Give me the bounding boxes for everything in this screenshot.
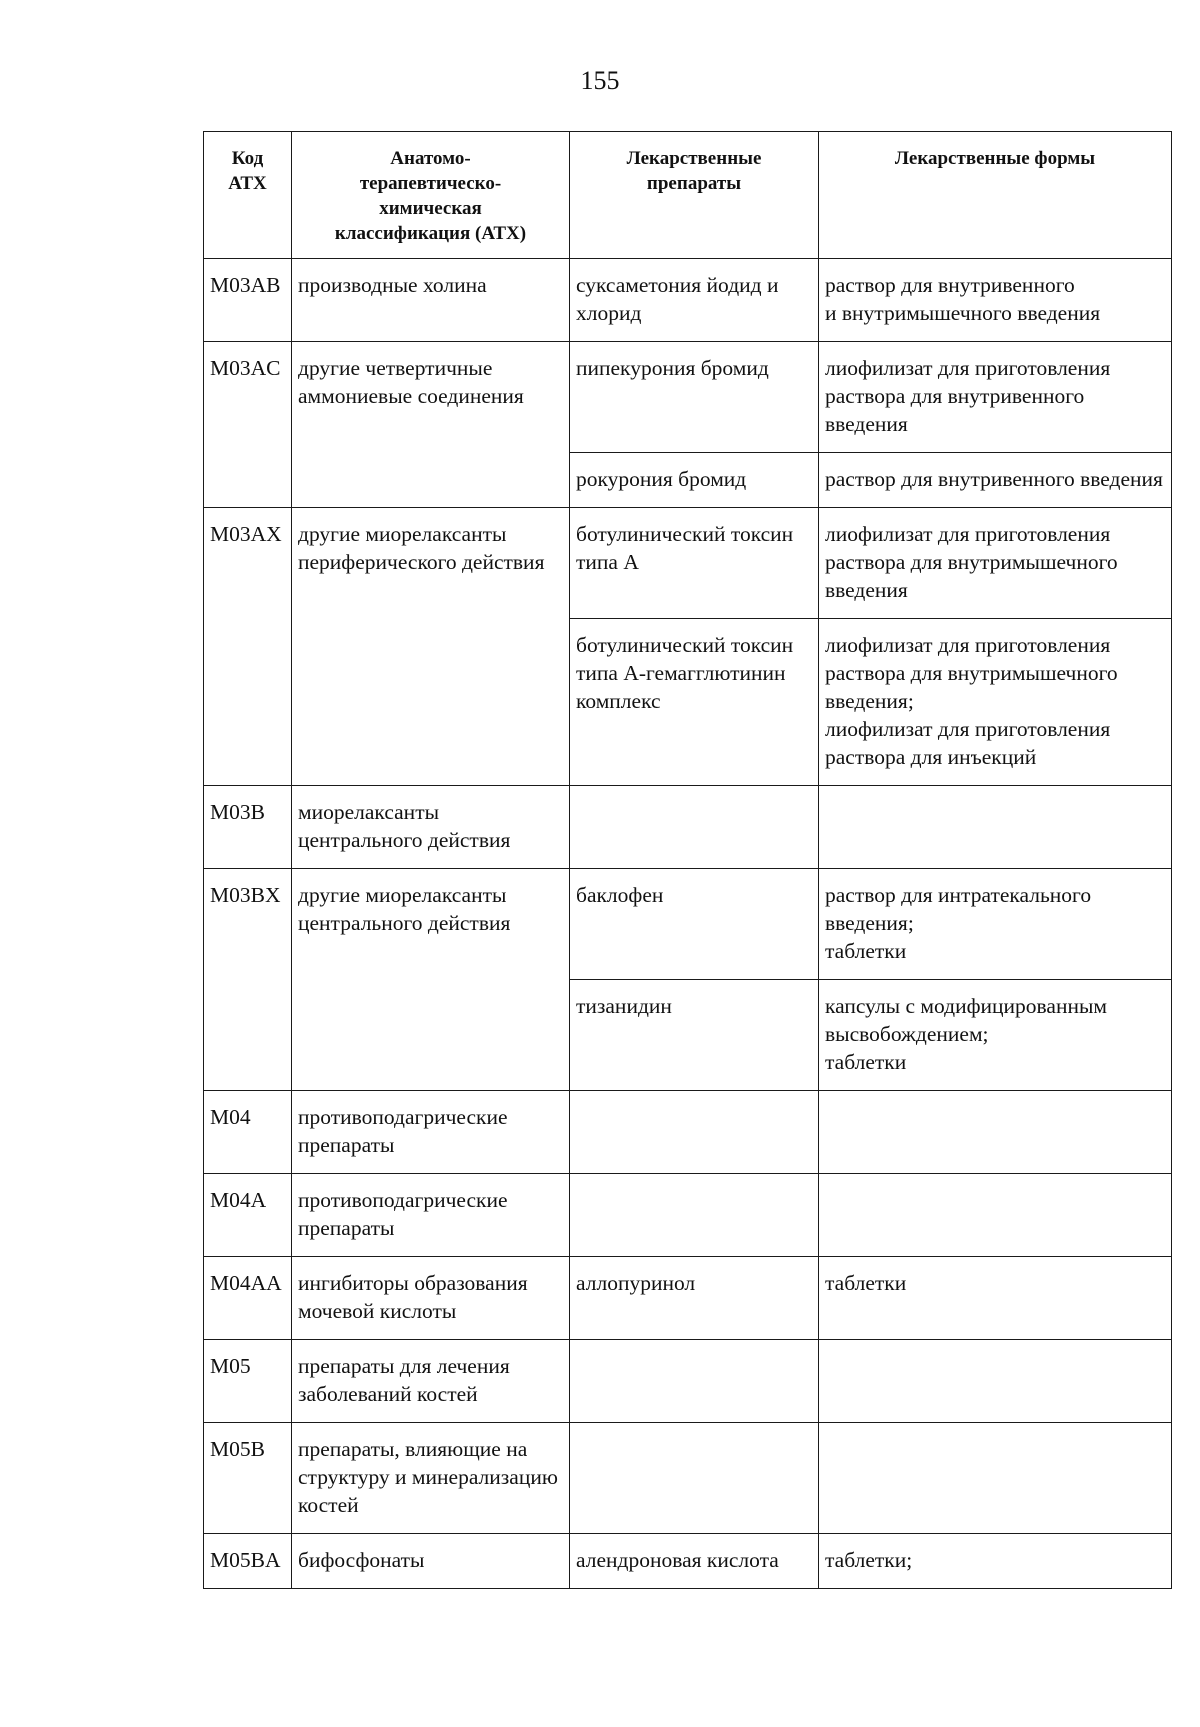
drug-cell <box>570 1091 819 1174</box>
atx-code-cell: M05BA <box>204 1534 292 1589</box>
atx-code-cell: M04 <box>204 1091 292 1174</box>
table-row <box>204 342 1172 453</box>
atx-classification-cell: производные холина <box>292 259 570 342</box>
atx-code-cell: M03AX <box>204 508 292 786</box>
dosage-forms-cell: раствор для интратекального введения; таблетки <box>819 869 1172 980</box>
drug-cell: суксаметония йодид и хлорид <box>570 259 819 342</box>
drug-cell <box>570 1423 819 1534</box>
header-code: Код АТХ <box>204 132 292 259</box>
atx-classification-cell: другие миорелаксанты периферического действия <box>292 508 570 786</box>
drug-cell: ботулинический токсин типа A-гемагглютинин комплекс <box>570 619 819 786</box>
table-row <box>204 259 1172 342</box>
table-header-row <box>204 132 1172 259</box>
atx-classification-cell: бифосфонаты <box>292 1534 570 1589</box>
drug-cell: тизанидин <box>570 980 819 1091</box>
atx-table <box>203 131 1172 1589</box>
dosage-forms-cell: лиофилизат для приготовления раствора для внутримышечного введения; лиофилизат для приготовления раствора для инъекций <box>819 619 1172 786</box>
drug-cell <box>570 786 819 869</box>
atx-code-cell: M03AC <box>204 342 292 508</box>
dosage-forms-cell <box>819 1340 1172 1423</box>
header-drugs: Лекарственные препараты <box>570 132 819 259</box>
dosage-forms-cell: раствор для внутривенного и внутримышечного введения <box>819 259 1172 342</box>
atx-code-cell: M05B <box>204 1423 292 1534</box>
table-row <box>204 1423 1172 1534</box>
dosage-forms-cell: лиофилизат для приготовления раствора для внутримышечного введения <box>819 508 1172 619</box>
dosage-forms-cell: таблетки <box>819 1257 1172 1340</box>
dosage-forms-cell <box>819 786 1172 869</box>
drug-cell: ботулинический токсин типа A <box>570 508 819 619</box>
atx-code-cell: M05 <box>204 1340 292 1423</box>
atx-code-cell: M03AB <box>204 259 292 342</box>
table-row <box>204 1534 1172 1589</box>
dosage-forms-cell: таблетки; <box>819 1534 1172 1589</box>
page-number: 155 <box>580 66 620 95</box>
table-row <box>204 1174 1172 1257</box>
table-body <box>204 259 1172 1589</box>
atx-classification-cell: противоподагрические препараты <box>292 1174 570 1257</box>
atx-code-cell: M04AA <box>204 1257 292 1340</box>
table-row <box>204 1340 1172 1423</box>
atx-classification-cell: противоподагрические препараты <box>292 1091 570 1174</box>
drug-cell <box>570 1340 819 1423</box>
header-forms: Лекарственные формы <box>819 132 1172 259</box>
drug-cell: аллопуринол <box>570 1257 819 1340</box>
atx-classification-cell: препараты для лечения заболеваний костей <box>292 1340 570 1423</box>
table-row <box>204 869 1172 980</box>
atx-classification-cell: другие четвертичные аммониевые соединения <box>292 342 570 508</box>
dosage-forms-cell: лиофилизат для приготовления раствора для внутривенного введения <box>819 342 1172 453</box>
dosage-forms-cell: раствор для внутривенного введения <box>819 453 1172 508</box>
drug-cell: алендроновая кислота <box>570 1534 819 1589</box>
atx-classification-cell: препараты, влияющие на структуру и минерализацию костей <box>292 1423 570 1534</box>
atx-code-cell: M03B <box>204 786 292 869</box>
drug-cell: баклофен <box>570 869 819 980</box>
dosage-forms-cell <box>819 1423 1172 1534</box>
table-row <box>204 786 1172 869</box>
dosage-forms-cell <box>819 1091 1172 1174</box>
header-classification: Анатомо- терапевтическо- химическая классификация (АТХ) <box>292 132 570 259</box>
table-row <box>204 1091 1172 1174</box>
drug-cell: пипекурония бромид <box>570 342 819 453</box>
drug-cell: рокурония бромид <box>570 453 819 508</box>
dosage-forms-cell: капсулы с модифицированным высвобождением; таблетки <box>819 980 1172 1091</box>
atx-code-cell: M03BX <box>204 869 292 1091</box>
drug-cell <box>570 1174 819 1257</box>
atx-classification-cell: другие миорелаксанты центрального действия <box>292 869 570 1091</box>
atx-classification-cell: миорелаксанты центрального действия <box>292 786 570 869</box>
atx-code-cell: M04A <box>204 1174 292 1257</box>
table-row <box>204 1257 1172 1340</box>
dosage-forms-cell <box>819 1174 1172 1257</box>
atx-classification-cell: ингибиторы образования мочевой кислоты <box>292 1257 570 1340</box>
table-row <box>204 508 1172 619</box>
